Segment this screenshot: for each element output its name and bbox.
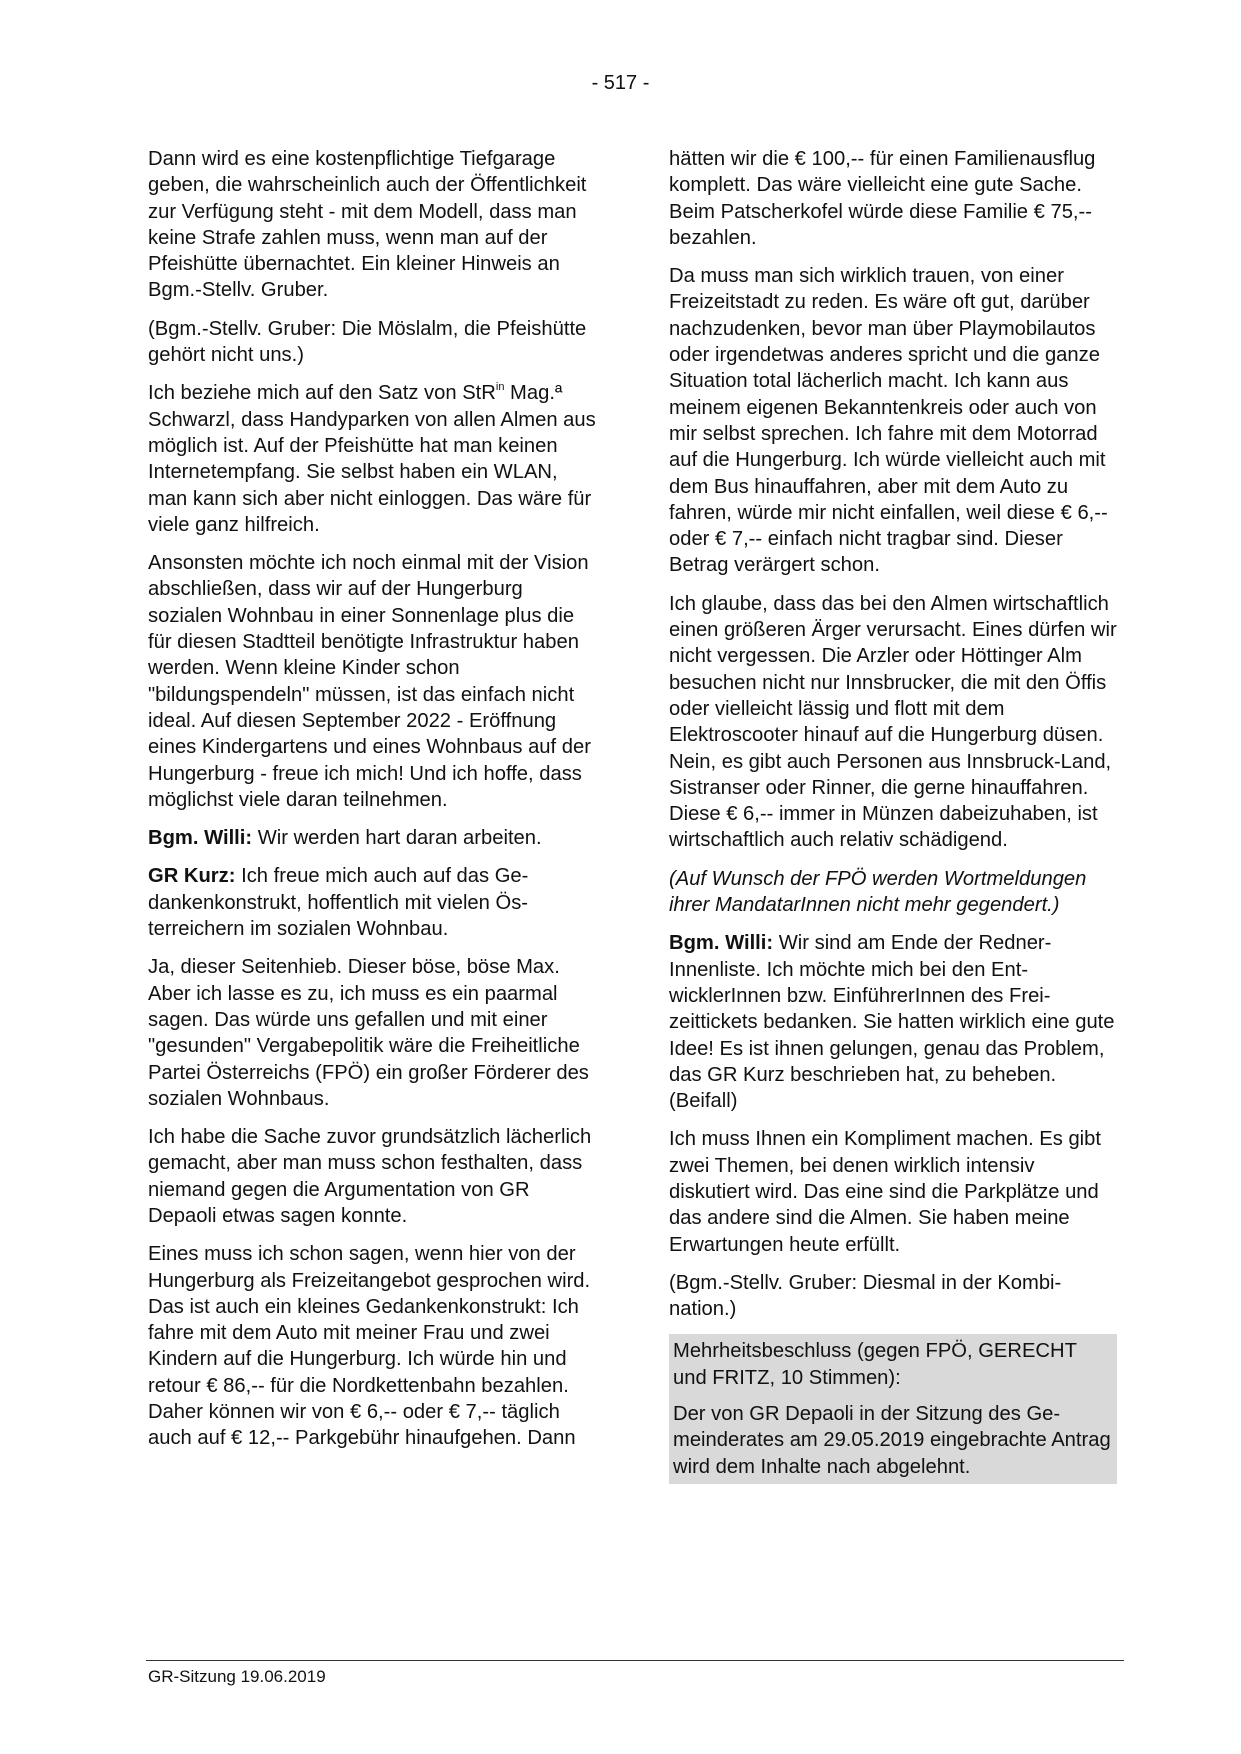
paragraph: Dann wird es eine kostenpflichtige Tiefgarage geben, die wahrscheinlich auch der Öffentlichkeit zur Verfügung steht - mit dem Modell, dass man keine Strafe zahlen muss, wenn man auf der Pfeishütte übernachtet. Ein kleiner Hinweis an Bgm.-Stellv. Gruber. [148,148,587,302]
interjection: (Bgm.-Stellv. Gruber: Diesmal in der Kombination.) [669,1271,1062,1321]
paragraph: Eines muss ich schon sagen, wenn hier von der Hungerburg als Freizeitangebot gesprochen wird. Das ist auch ein kleines Gedankenkonstrukt: Ich fahre mit dem Auto mit meiner Frau und zwei Kindern auf die Hungerburg. Ich würde hin und retour € 86,-- für die Nordkettenbahn bezahlen. Daher können wir von € 6,-- oder € 7,-- täglich auch auf € 12,-- Parkgebühr hinaufgehen. Dann [148,1243,591,1450]
page-number: - 517 - [591,72,650,94]
speaker-name: GR Kurz: [148,865,236,888]
paragraph: Da muss man sich wirklich trauen, von einer Freizeitstadt zu reden. Es wäre oft gut, darüber nachzudenken, bevor man über Playmobilautos oder irgendetwas anderes spricht und die ganze Situation total lächerlich macht. Ich kann aus meinem eigenen Bekanntenkreis oder auch von mir selbst sprechen. Ich fahre mit dem Motorrad auf die Hungerburg. Ich würde vielleicht auch mit dem Bus hinauffahren, aber mit dem Auto zu fahren, würde mir nicht einfallen, weil diese € 6,-- oder € 7,-- einfach nicht tragbar sind. Dieser Betrag verärgert schon. [669,265,1108,577]
paragraph: Ich beziehe mich auf den Satz von StR$^{in}$ Mag.ª Schwarzl, dass Handyparken von allen Almen aus möglich ist. Auf der Pfeishütte hat man keinen Internetempfang. Sie selbst haben ein WLAN, man kann sich aber nicht einloggen. Das wäre für viele ganz hilfreich. [148,381,596,536]
footer-session-date: GR-Sitzung 19.06.2019 [148,1667,326,1686]
right-column [669,146,1117,1484]
paragraph: Ja, dieser Seitenhieb. Dieser böse, böse Max. Aber ich lasse es zu, ich muss es ein paarmal sagen. Das würde uns gefallen und mit einer "gesunden" Vergabepolitik wäre die Freiheitliche Partei Österreichs (FPÖ) ein großer Förderer des sozialen Wohnbaus. [148,956,589,1110]
paragraph: Ich habe die Sache zuvor grundsätzlich lächerlich gemacht, aber man muss schon festhalten, dass niemand gegen die Argumentation von GR Depaoli etwas sagen konnte. [148,1126,592,1227]
paragraph: Ansonsten möchte ich noch einmal mit der Vision abschließen, dass wir auf der Hungerburg sozialen Wohnbau in einer Sonnenlage plus die für diesen Stadtteil benötigte Infrastruktur haben werden. Wenn kleine Kinder schon "bildungspendeln" müssen, ist das einfach nicht ideal. Auf diesen September 2022 - Eröffnung eines Kindergartens und eines Wohnbaus auf der Hungerburg - freue ich mich! Und ich hoffe, dass möglichst viele daran teilnehmen. [148,552,591,811]
paragraph: Ich muss Ihnen ein Kompliment machen. Es gibt zwei Themen, bei denen wirklich intensiv diskutiert wird. Das eine sind die Parkplätze und das andere sind die Almen. Sie haben meine Erwartungen heute erfüllt. [669,1128,1102,1256]
speaker-name: Bgm. Willi: [148,827,253,850]
decision-title: Mehrheitsbeschluss (gegen FPÖ, GERECHT und FRITZ, 10 Stimmen): [673,1340,1077,1389]
speech: GR Kurz: Ich freue mich auch auf das Gedankenkonstrukt, hoffentlich mit vielen Österreichern im sozialen Wohnbau. [148,865,529,941]
decision-text: Der von GR Depaoli in der Sitzung des Gemeinderates am 29.05.2019 eingebrachte Antrag wird dem Inhalte nach abgelehnt. [673,1403,1111,1478]
left-column [148,146,596,1464]
paragraph: hätten wir die € 100,-- für einen Familienausflug komplett. Das wäre vielleicht eine gute Sache. Beim Patscherkofel würde diese Familie € 75,-- bezahlen. [669,148,1096,249]
interjection: (Bgm.-Stellv. Gruber: Die Möslalm, die Pfeishütte gehört nicht uns.) [148,317,587,367]
decision-box [669,1334,1117,1483]
editorial-note: (Auf Wunsch der FPÖ werden Wortmeldungen ihrer MandatarInnen nicht mehr gegendert.) [669,867,1087,917]
speaker-name: Bgm. Willi: [669,932,774,955]
speech: Bgm. Willi: Wir werden hart daran arbeiten. [148,827,542,850]
speech: Bgm. Willi: Wir sind am Ende der RednerInnenliste. Ich möchte mich bei den EntwicklerInnen bzw. EinführerInnen des Freizeittickets bedanken. Sie hatten wirklich eine gute Idee! Es ist ihnen gelungen, genau das Problem, das GR Kurz beschrieben hat, zu beheben. (Beifall) [669,932,1115,1113]
footer-divider [146,1660,1124,1661]
paragraph: Ich glaube, dass das bei den Almen wirtschaftlich einen größeren Ärger verursacht. Eines dürfen wir nicht vergessen. Die Arzler oder Höttinger Alm besuchen nicht nur Innsbrucker, die mit den Öffis oder vielleicht lässig und flott mit dem Elektroscooter hinauf auf die Hungerburg düsen. Nein, es gibt auch Personen aus Innsbruck-Land, Sistranser oder Rinner, die gerne hinauffahren. Diese € 6,-- immer in Münzen dabeizuhaben, ist wirtschaftlich auch relativ schädigend. [669,592,1117,852]
